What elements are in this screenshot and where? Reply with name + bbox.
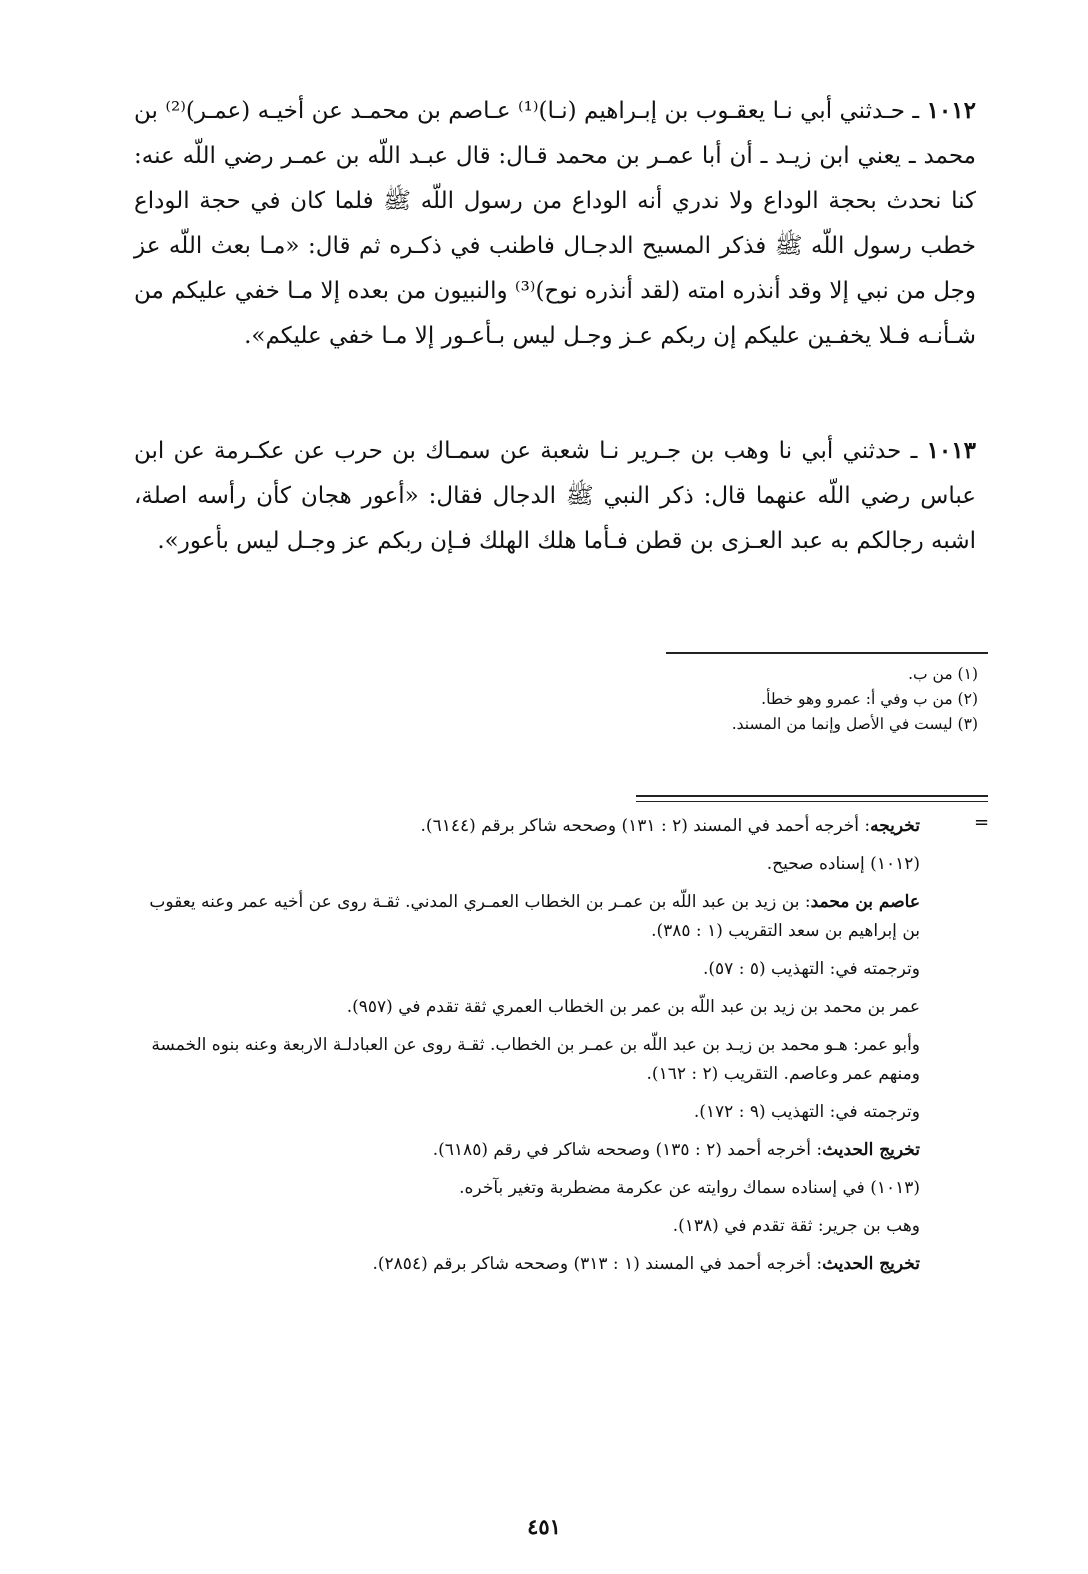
note-text: وترجمته في: التهذيب (٥ : ٥٧). <box>703 959 920 979</box>
note-text: وهب بن جرير: ثقة تقدم في (١٣٨). <box>672 1216 920 1236</box>
note-row <box>134 1136 920 1165</box>
notes-divider-lower <box>636 801 988 802</box>
hadith-paragraph <box>134 88 976 359</box>
note-row <box>134 1250 920 1279</box>
note-row <box>134 888 920 946</box>
hadith-1012 <box>134 88 976 359</box>
note-row <box>134 1031 920 1089</box>
note-row <box>134 1174 920 1203</box>
note-text: وأبو عمر: هـو محمد بن زيـد بن عبد اللّه بن عمـر بن الخطاب. ثقـة روى عن العبادلـة الاربعة وعنه بنوه الخمسة ومنهم عمر وعاصم. التقريب (٢ : ١٦٢). <box>151 1035 920 1084</box>
hadith-1013 <box>134 428 976 564</box>
note-text: : بن زيد بن عبد اللّه بن عمـر بن الخطاب العمـري المدني. ثقـة روى عن أخيه عمر وعنه يعقوب بن إبراهيم بن سعد التقريب (١ : ٣٨٥). <box>149 892 920 941</box>
note-row <box>134 1098 920 1127</box>
hadith-text: ـ حدثني أبي نا وهب بن جـرير نـا شعبة عن سمـاك بن حرب عن عكـرمة عن ابن عباس رضي اللّه عنهما قال: ذكر النبي ﷺ الدجال فقال: «أعور هجان كأن رأسه اصلة، اشبه رجالكم به عبد العـزى بن قطن فـأما هلك الهلك فـإن ربكم عز وجـل ليس بأعور». <box>134 438 976 554</box>
note-row <box>134 993 920 1022</box>
note-text: (١٠١٣) في إسناده سماك روايته عن عكرمة مضطربة وتغير بآخره. <box>459 1178 920 1198</box>
page-number: ٤٥١ <box>527 1514 561 1539</box>
note-text: : أخرجه أحمد في المسند (٢ : ١٣١) وصححه شاكر برقم (٦١٤٤). <box>420 816 871 836</box>
continuation-mark: = <box>974 812 990 833</box>
hadith-paragraph <box>134 428 976 564</box>
note-text: : أخرجه أحمد في المسند (١ : ٣١٣) وصححه شاكر برقم (٢٨٥٤). <box>372 1254 823 1274</box>
note-heading: عاصم بن محمد <box>810 892 920 912</box>
footnote-3: (٣) ليست في الأصل وإنما من المسند. <box>731 715 978 733</box>
footnote-divider <box>666 652 988 654</box>
note-heading: تخريج الحديث <box>822 1254 920 1274</box>
editor-notes <box>134 812 920 1288</box>
note-heading: تخريج الحديث <box>822 1140 920 1160</box>
footnote-1: (١) من ب. <box>908 665 978 683</box>
footnote-2: (٢) من ب وفي أ: عمرو وهو خطأ. <box>761 690 978 708</box>
hadith-number: ١٠١٢ <box>926 97 976 124</box>
note-text: عمر بن محمد بن زيد بن عبد اللّه بن عمر بن الخطاب العمري ثقة تقدم في (٩٥٧). <box>346 997 920 1017</box>
note-heading: تخريجه <box>870 816 920 836</box>
note-text: : أخرجه أحمد (٢ : ١٣٥) وصححه شاكر في رقم (٦١٨٥). <box>432 1140 823 1160</box>
note-row <box>134 1212 920 1241</box>
note-row <box>134 850 920 879</box>
note-text: وترجمته في: التهذيب (٩ : ١٧٢). <box>693 1102 920 1122</box>
hadith-text: ـ حـدثني أبي نـا يعقـوب بن إبـراهيم (نـا)⁽¹⁾ عـاصم بن محمـد عن أخيـه (عمـر)⁽²⁾ بن محمد ـ يعني ابن زيـد ـ أن أبا عمـر بن محمد قـال: قال عبـد اللّه بن عمـر رضي اللّه عنه: كنا نحدث بحجة الوداع ولا ندري أنه الوداع من رسول اللّه ﷺ فلما كان في حجة الوداع خطب رسول اللّه ﷺ فذكر المسيح الدجـال فاطنب في ذكـره ثم قال: «مـا بعث اللّه عز وجل من نبي إلا وقد أنذره امته (لقد أنذره نوح)⁽³⁾ والنبيون من بعده إلا مـا خفي عليكم من شـأنـه فـلا يخفـين عليكم إن ربكم عـز وجـل ليس بـأعـور إلا مـا خفي عليكم». <box>134 98 976 349</box>
note-row <box>134 812 920 841</box>
notes-divider-upper <box>636 795 988 797</box>
footnotes <box>600 662 978 737</box>
note-text: (١٠١٢) إسناده صحيح. <box>766 854 920 874</box>
note-row <box>134 955 920 984</box>
hadith-number: ١٠١٣ <box>926 437 976 464</box>
